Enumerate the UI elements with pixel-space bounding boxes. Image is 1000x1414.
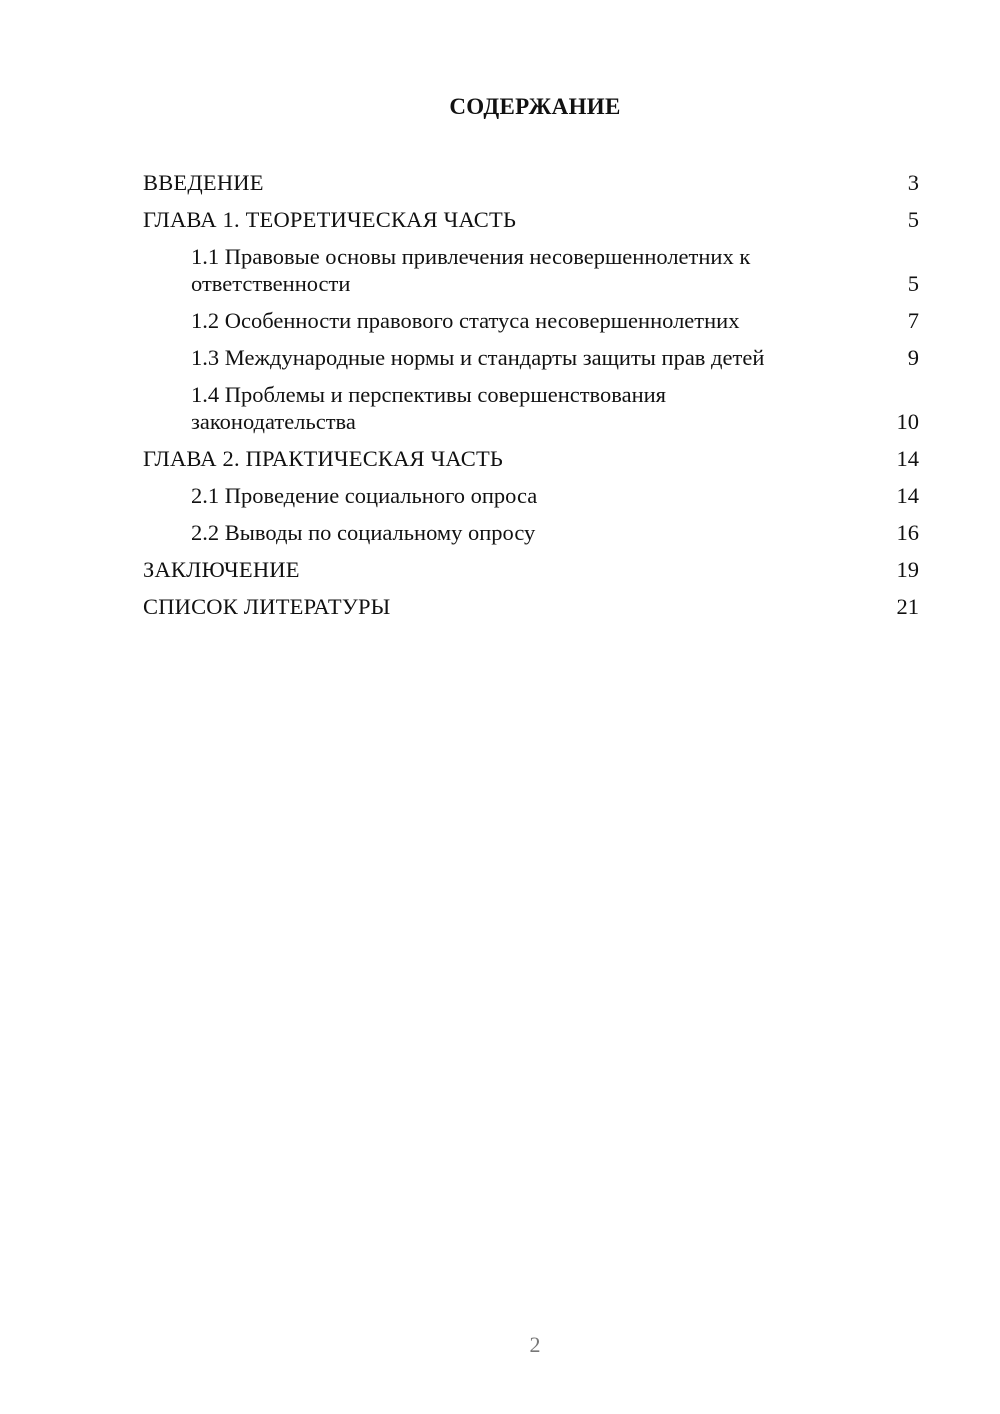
toc-entry-title: 1.4 Проблемы и перспективы совершенствования законодательства bbox=[191, 382, 667, 434]
toc-entry-page: 14 bbox=[896, 483, 919, 508]
toc-entry-title: СПИСОК ЛИТЕРАТУРЫ bbox=[143, 594, 391, 619]
toc-entry-title: 1.2 Особенности правового статуса несовершеннолетних bbox=[191, 308, 740, 333]
toc-entry-title: ВВЕДЕНИЕ bbox=[143, 170, 264, 195]
toc-entry-title: 2.2 Выводы по социальному опросу bbox=[191, 520, 536, 545]
page-title: СОДЕРЖАНИЕ bbox=[449, 94, 621, 119]
toc-entry-chapter-1[interactable] bbox=[143, 206, 919, 233]
toc-entry-title: ЗАКЛЮЧЕНИЕ bbox=[143, 557, 300, 582]
toc-entry-section-1-2[interactable] bbox=[143, 307, 919, 334]
toc-entry-section-1-1[interactable] bbox=[143, 243, 919, 297]
toc-entry-title: ГЛАВА 1. ТЕОРЕТИЧЕСКАЯ ЧАСТЬ bbox=[143, 207, 517, 232]
toc-entry-page: 9 bbox=[907, 345, 919, 370]
toc-entry-section-2-2[interactable] bbox=[143, 519, 919, 546]
toc-entry-page: 14 bbox=[896, 446, 919, 471]
toc-entry-page: 16 bbox=[896, 520, 919, 545]
toc-entry-title: 1.3 Международные нормы и стандарты защиты прав детей bbox=[191, 345, 765, 370]
toc-entry-title: 2.1 Проведение социального опроса bbox=[191, 483, 538, 508]
toc-entry-page: 5 bbox=[907, 271, 919, 296]
toc-entry-introduction[interactable] bbox=[143, 169, 919, 196]
toc-entry-title: ГЛАВА 2. ПРАКТИЧЕСКАЯ ЧАСТЬ bbox=[143, 446, 504, 471]
toc-entry-page: 7 bbox=[907, 308, 919, 333]
toc-entry-page: 19 bbox=[896, 557, 919, 582]
toc-entry-conclusion[interactable] bbox=[143, 556, 919, 583]
page-number: 2 bbox=[529, 1332, 541, 1357]
toc-entry-chapter-2[interactable] bbox=[143, 445, 919, 472]
toc-entry-page: 5 bbox=[907, 207, 919, 232]
toc-entry-section-2-1[interactable] bbox=[143, 482, 919, 509]
table-of-contents bbox=[143, 169, 919, 630]
toc-entry-title: 1.1 Правовые основы привлечения несовершеннолетних к ответственности bbox=[191, 244, 751, 296]
toc-entry-section-1-3[interactable] bbox=[143, 344, 919, 371]
toc-entry-page: 21 bbox=[896, 594, 919, 619]
toc-entry-references[interactable] bbox=[143, 593, 919, 620]
toc-entry-section-1-4[interactable] bbox=[143, 381, 919, 435]
toc-entry-page: 10 bbox=[896, 409, 919, 434]
toc-entry-page: 3 bbox=[907, 170, 919, 195]
